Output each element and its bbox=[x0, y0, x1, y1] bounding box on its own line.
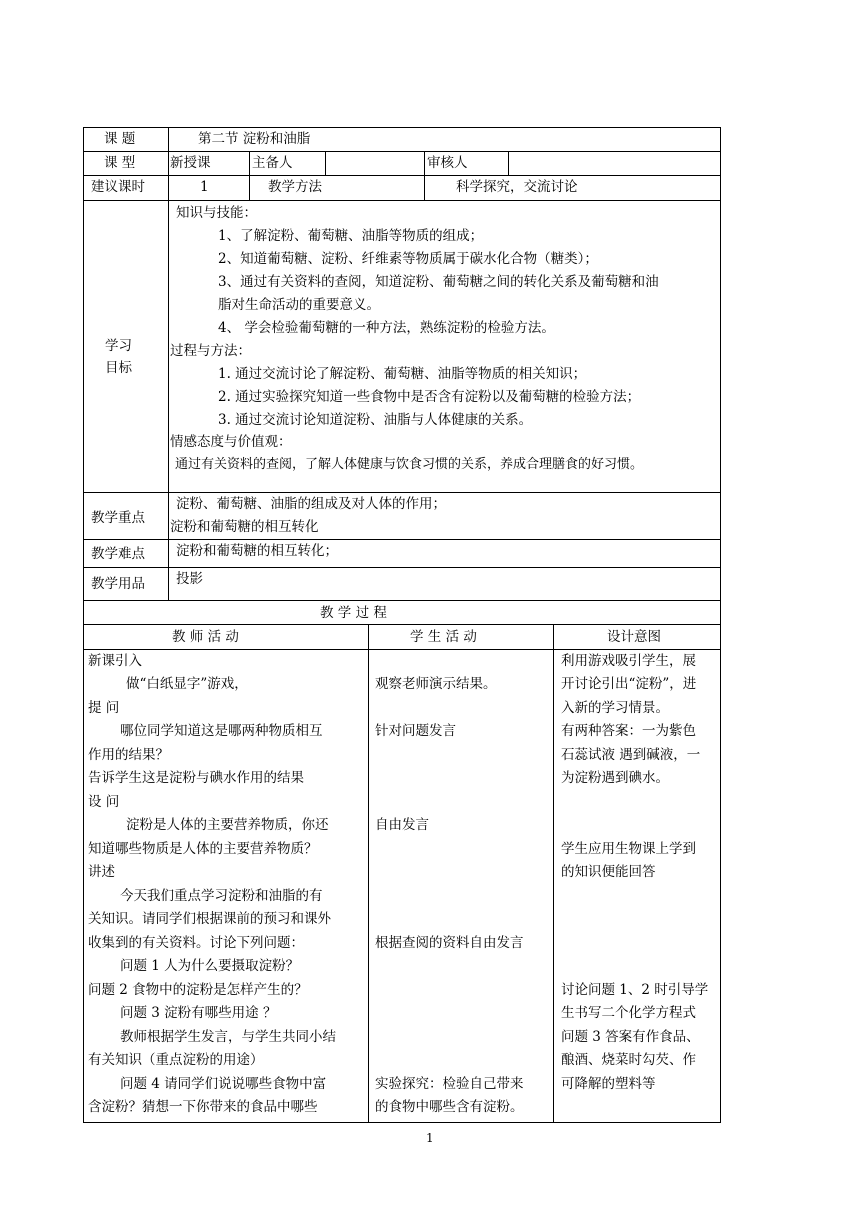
teacher-line: 告诉学生这是淀粉与碘水作用的结果 bbox=[88, 770, 304, 786]
teacher-line: 关知识。请同学们根据课前的预习和课外 bbox=[88, 911, 331, 927]
objective-line: 知识与技能： bbox=[176, 205, 257, 221]
teacher-line: 淀粉是人体的主要营养物质，你还 bbox=[126, 817, 329, 833]
teacher-line: 问题 4 请同学们说说哪些食物中富 bbox=[120, 1076, 327, 1092]
objective-line: 通过有关资料的查阅，了解人体健康与饮食习惯的关系，养成合理膳食的好习惯。 bbox=[175, 457, 644, 472]
preparer-label: 主备人 bbox=[252, 155, 293, 171]
teacher-line: 含淀粉？猜想一下你带来的食品中哪些 bbox=[88, 1099, 318, 1115]
reviewer-label: 审核人 bbox=[427, 155, 468, 171]
objectives-label-1: 学习 bbox=[105, 338, 132, 354]
design-line: 入新的学习情景。 bbox=[561, 700, 669, 716]
teacher-line: 设 问 bbox=[88, 794, 120, 810]
objective-line: 4、 学会检验葡萄糖的一种方法，熟练淀粉的检验方法。 bbox=[218, 320, 555, 336]
design-line: 有两种答案：一为紫色 bbox=[561, 723, 696, 739]
lesson-type-label: 课 型 bbox=[104, 155, 136, 171]
student-line: 实验探究：检验自己带来 bbox=[375, 1076, 524, 1092]
student-line: 针对问题发言 bbox=[375, 723, 456, 739]
process-title: 教 学 过 程 bbox=[320, 605, 387, 621]
topic-value: 第二节 淀粉和油脂 bbox=[198, 131, 311, 147]
teacher-line: 问题 1 人为什么要摄取淀粉？ bbox=[120, 958, 300, 974]
design-line: 为淀粉遇到碘水。 bbox=[561, 770, 669, 786]
student-line: 自由发言 bbox=[375, 817, 429, 833]
student-line: 观察老师演示结果。 bbox=[375, 676, 497, 692]
teacher-line: 收集到的有关资料。讨论下列问题： bbox=[88, 935, 304, 951]
difficulty-label: 教学难点 bbox=[91, 546, 145, 562]
teacher-line: 作用的结果？ bbox=[88, 747, 169, 763]
teaching-method-value: 科学探究，交流讨论 bbox=[456, 179, 578, 195]
teacher-line: 问题 2 食物中的淀粉是怎样产生的？ bbox=[88, 982, 308, 998]
materials-label: 教学用品 bbox=[91, 576, 145, 592]
lesson-type-value: 新授课 bbox=[170, 155, 211, 171]
design-line: 开讨论引出“淀粉”，进 bbox=[561, 676, 697, 692]
design-column-header: 设计意图 bbox=[607, 629, 661, 645]
objective-line: 情感态度与价值观： bbox=[170, 434, 292, 450]
teacher-line: 问题 3 淀粉有哪些用途 ？ bbox=[120, 1005, 277, 1021]
class-hours-label: 建议课时 bbox=[91, 179, 145, 195]
design-line: 问题 3 答案有作食品、 bbox=[561, 1029, 700, 1045]
topic-label: 课 题 bbox=[104, 131, 136, 147]
design-line: 讨论问题 1、2 时引导学 bbox=[561, 982, 709, 998]
objective-line: 2. 通过实验探究知道一些食物中是否含有淀粉以及葡萄糖的检验方法； bbox=[218, 389, 641, 405]
materials-value: 投影 bbox=[176, 571, 203, 587]
design-line: 利用游戏吸引学生，展 bbox=[561, 653, 696, 669]
design-line: 石蕊试液 遇到碱液，一 bbox=[561, 747, 701, 763]
objectives-label-2: 目标 bbox=[105, 360, 132, 376]
objective-line: 过程与方法： bbox=[170, 343, 251, 359]
teaching-method-label: 教学方法 bbox=[268, 179, 322, 195]
objective-line: 3、通过有关资料的查阅，知道淀粉、葡萄糖之间的转化关系及葡萄糖和油 bbox=[218, 274, 659, 290]
key-points-label: 教学重点 bbox=[91, 510, 145, 526]
class-hours-value: 1 bbox=[200, 179, 209, 195]
design-line: 生书写二个化学方程式 bbox=[561, 1005, 696, 1021]
page-number: 1 bbox=[426, 1131, 434, 1145]
student-line: 根据查阅的资料自由发言 bbox=[375, 935, 524, 951]
design-line: 酿酒、烧菜时勾芡、作 bbox=[561, 1052, 696, 1068]
teacher-line: 讲述 bbox=[88, 864, 115, 880]
teacher-column-header: 教 师 活 动 bbox=[172, 629, 239, 645]
teacher-line: 有关知识（重点淀粉的用途） bbox=[88, 1052, 264, 1068]
student-line: 的食物中哪些含有淀粉。 bbox=[375, 1099, 524, 1115]
student-column-header: 学 生 活 动 bbox=[410, 629, 477, 645]
teacher-line: 今天我们重点学习淀粉和油脂的有 bbox=[120, 888, 323, 904]
design-line: 可降解的塑料等 bbox=[561, 1076, 656, 1092]
key-points-line-1: 淀粉、葡萄糖、油脂的组成及对人体的作用； bbox=[176, 496, 446, 512]
design-line: 的知识便能回答 bbox=[561, 864, 656, 880]
design-line: 学生应用生物课上学到 bbox=[561, 841, 696, 857]
objective-line: 1、了解淀粉、葡萄糖、油脂等物质的组成； bbox=[218, 228, 484, 244]
objective-line: 2、知道葡萄糖、淀粉、纤维素等物质属于碳水化合物（糖类）； bbox=[218, 251, 598, 267]
objective-line: 3. 通过交流讨论知道淀粉、油脂与人体健康的关系。 bbox=[218, 412, 533, 428]
teacher-line: 做“白纸显字”游戏， bbox=[126, 676, 248, 692]
teacher-line: 知道哪些物质是人体的主要营养物质？ bbox=[88, 841, 318, 857]
difficulty-value: 淀粉和葡萄糖的相互转化； bbox=[176, 543, 338, 559]
key-points-line-2: 淀粉和葡萄糖的相互转化 bbox=[170, 519, 319, 535]
objective-line: 脂对生命活动的重要意义。 bbox=[218, 297, 380, 313]
teacher-line: 提 问 bbox=[88, 700, 120, 716]
teacher-line: 新课引入 bbox=[88, 653, 142, 669]
objective-line: 1. 通过交流讨论了解淀粉、葡萄糖、油脂等物质的相关知识； bbox=[218, 366, 587, 382]
teacher-line: 哪位同学知道这是哪两种物质相互 bbox=[120, 723, 323, 739]
teacher-line: 教师根据学生发言，与学生共同小结 bbox=[120, 1029, 336, 1045]
